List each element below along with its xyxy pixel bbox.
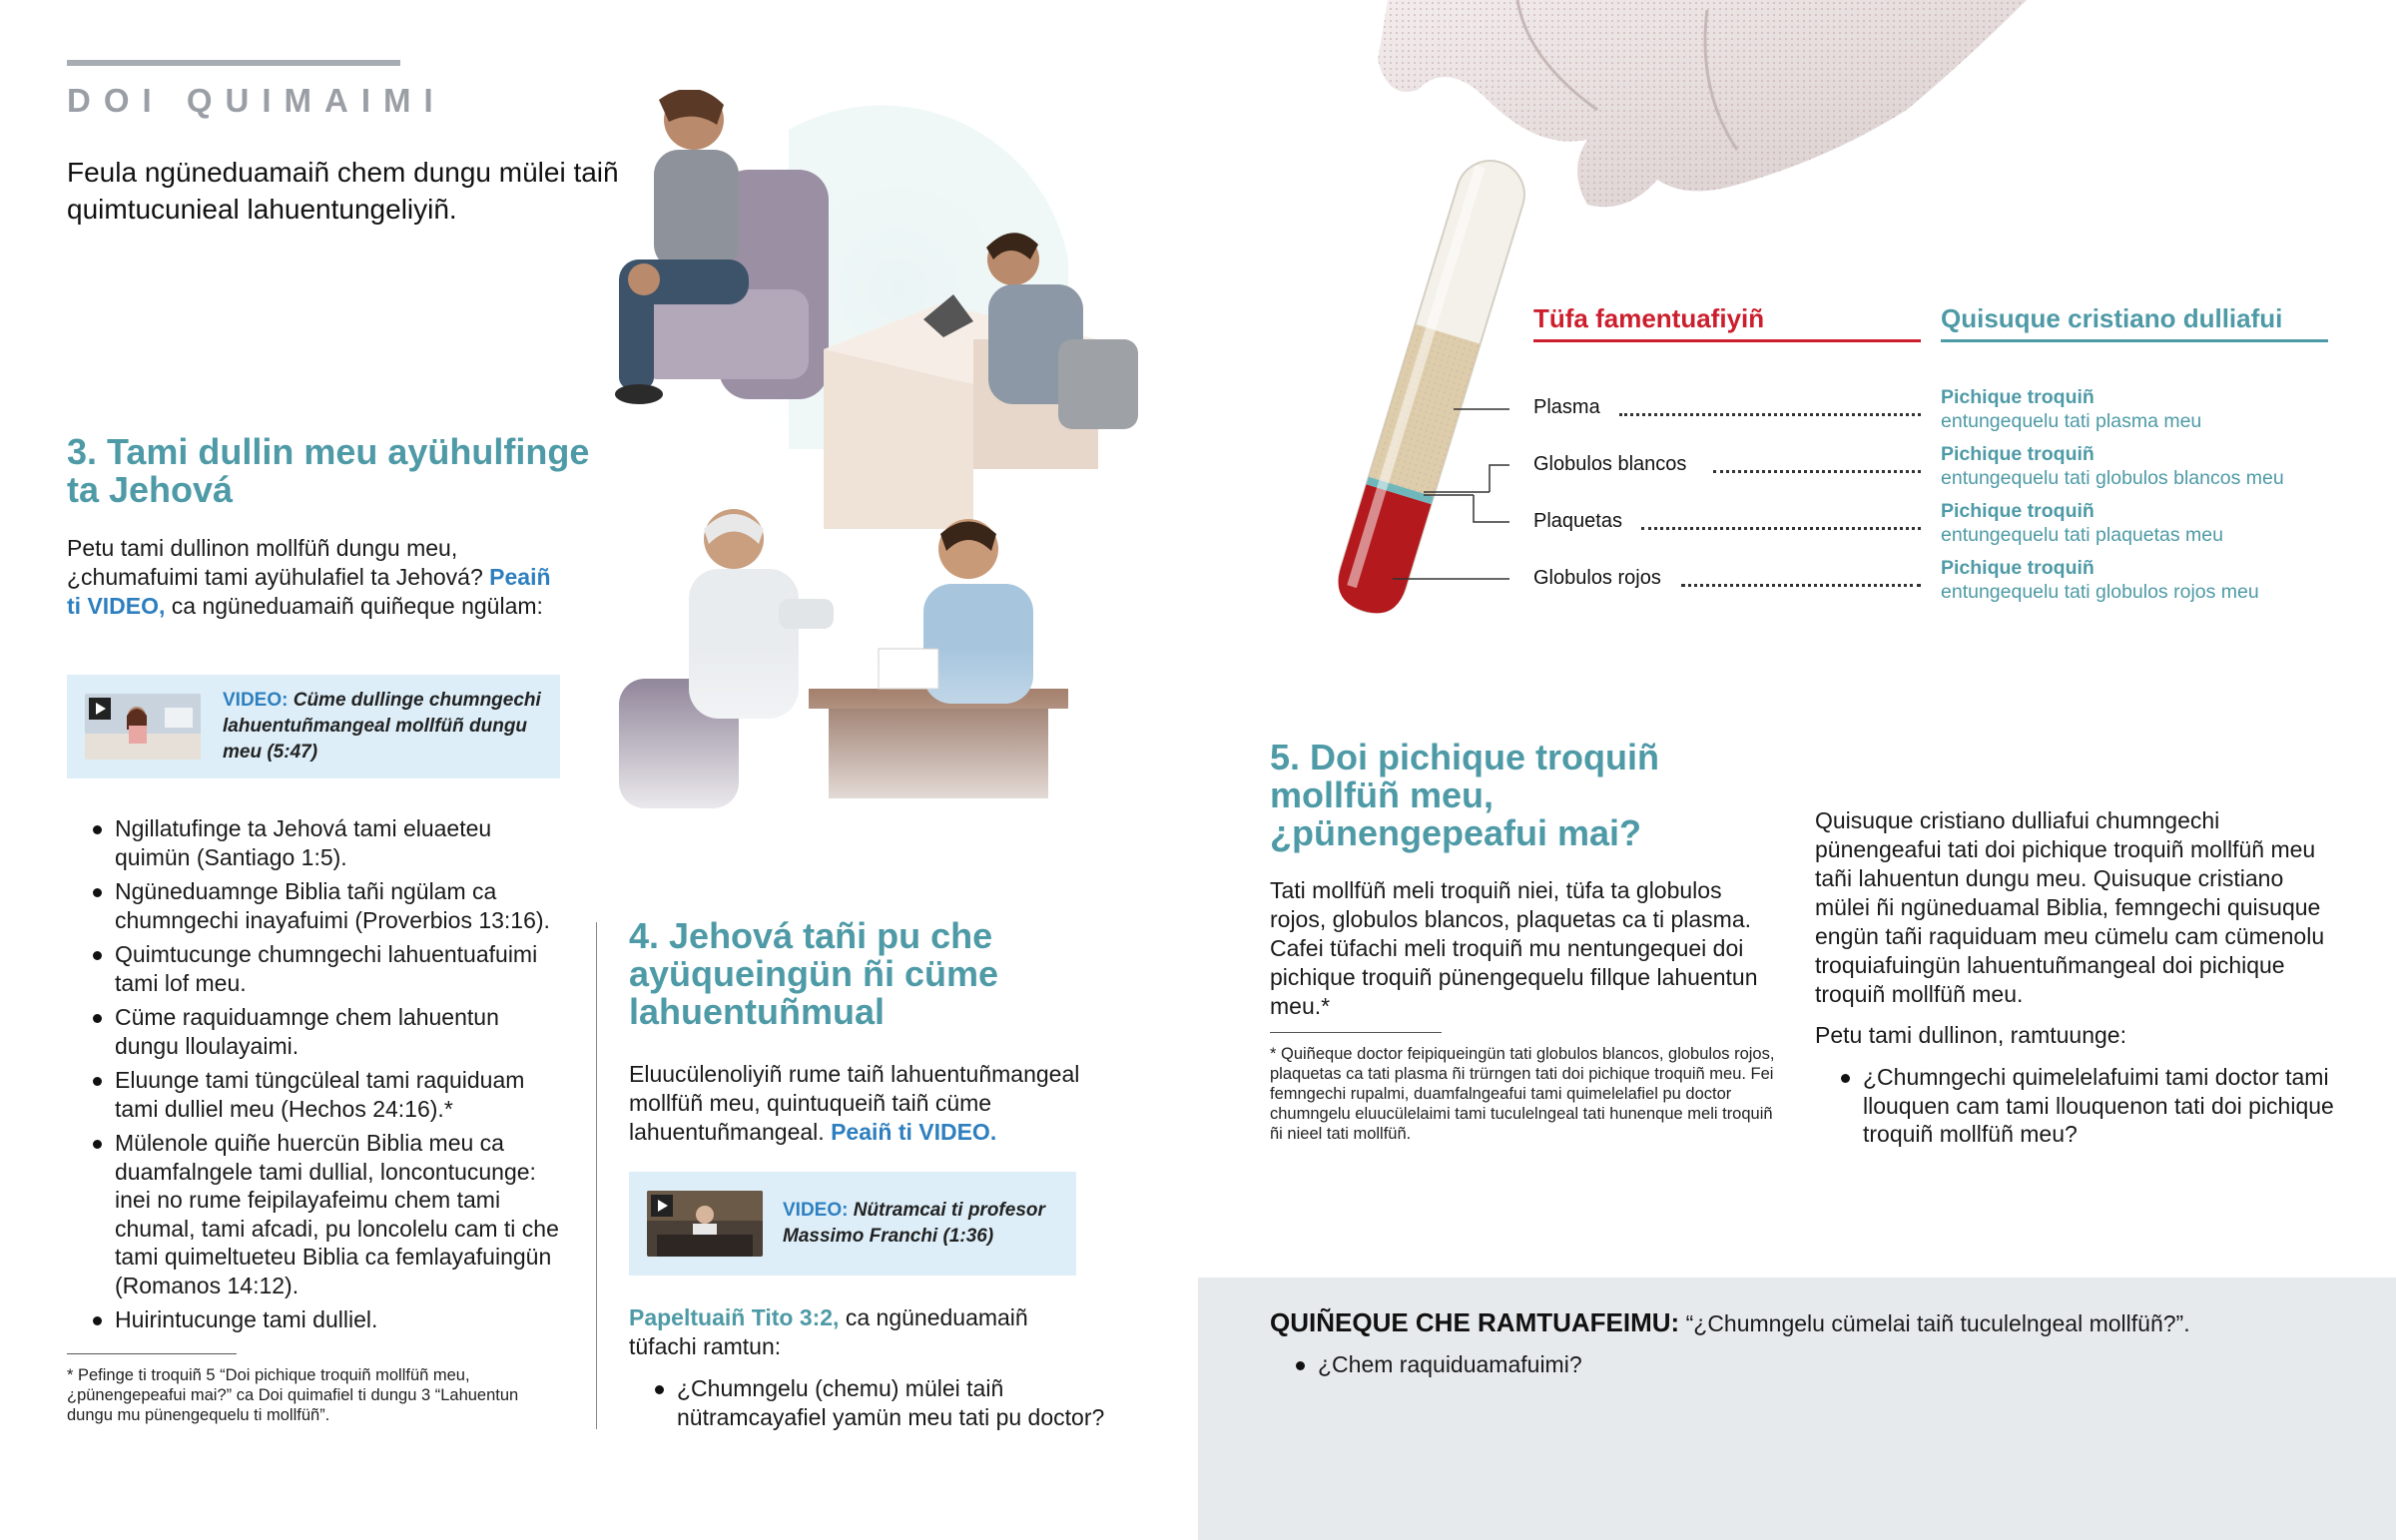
list-item: Mülenole quiñe huercün Biblia meu ca duamfalngele tami dullial, loncontucunge: inei no rume feipilayafeimu chem tami chumal, tami afcadi, pu loncolelu cam ti che tami quimeltueteu Biblia ca femlayafuingün (Romanos 14:12). — [67, 1129, 566, 1299]
video-caption-decision — [223, 688, 542, 766]
fraction-desc-red-cells — [1941, 556, 2259, 604]
fraction-subtitle: entungequelu tati globulos blancos meu — [1941, 467, 2284, 489]
footnote-rule — [67, 1353, 237, 1354]
page-kicker: DOI QUIMAIMI — [67, 82, 446, 119]
section-5-body: Tati mollfüñ meli troquiñ niei, tüfa ta globulos rojos, globulos blancos, plaquetas ca ti plasma. Cafei tüfachi meli troquiñ mu nentungequei doi pichique troquiñ pünengequelu fillque lahuentun meu.* — [1270, 877, 1758, 1019]
fraction-desc-plasma — [1941, 385, 2201, 433]
section-4-bullets — [629, 1374, 1118, 1437]
list-item: ¿Chumngelu (chemu) mülei taiñ nütramcayafiel yamün meu tati pu doctor? — [629, 1374, 1118, 1431]
diagram-header-right: Quisuque cristiano dulliafui — [1941, 303, 2283, 333]
fraction-desc-platelets — [1941, 499, 2223, 547]
decision-illustration — [599, 90, 1178, 838]
video-title: Nütramcai ti profesor Massimo Franchi (1:36) — [783, 1200, 1045, 1247]
fraction-label-red-cells: Globulos rojos — [1533, 567, 1661, 589]
section-5-bullets — [1815, 1063, 2334, 1155]
fraction-subtitle: entungequelu tati plaquetas meu — [1941, 524, 2223, 546]
list-item: Ngillatufinge ta Jehová tami eluaeteu quimün (Santiago 1:5). — [67, 814, 566, 871]
video-tag: VIDEO: — [223, 690, 289, 711]
list-item: ¿Chumngechi quimelelafuimi tami doctor tami llouquen cam tami llouquenon tati doi pichique troquiñ mollfüñ meu? — [1815, 1063, 2334, 1149]
leader-dots — [1641, 527, 1921, 530]
diagram-header-right-rule — [1941, 339, 2328, 342]
list-item: ¿Chem raquiduamafuimi? — [1270, 1350, 2069, 1379]
leader-dots — [1619, 413, 1921, 416]
fraction-title: Pichique troquiñ — [1941, 386, 2095, 408]
fraction-title: Pichique troquiñ — [1941, 443, 2095, 465]
fraction-subtitle: entungequelu tati plasma meu — [1941, 410, 2202, 432]
diagram-leader-lines — [1388, 389, 1547, 609]
section-3-body — [67, 534, 566, 621]
play-icon — [651, 1195, 673, 1217]
section-3-heading: 3. Tami dullin meu ayühulfinge ta Jehová — [67, 431, 590, 510]
video-card-franchi[interactable] — [629, 1172, 1076, 1276]
objection-line — [1270, 1307, 2348, 1338]
leader-dots — [1681, 584, 1921, 587]
section-3-footnote: * Pefinge ti troquiñ 5 “Doi pichique troquiñ mollfüñ meu, ¿pünengepeafui mai?” ca Doi quimafiel ti dungu 3 “Lahuentun dungu mu pünengequelu ti mollfüñ”. — [67, 1366, 519, 1424]
section-5-right-body: Quisuque cristiano dulliafui chumngechi pünengeafui tati doi pichique troquiñ mollfüñ meu tañi lahuentun dungu meu. Quisuque cristiano mülei ñi ngüneduamal Biblia, femngechi quisuque engün tañi raquiduam meu cümelu cam cümenolu troquiafuingün lahuentuñmangeal doi pichique troquiñ mollfüñ meu. — [1815, 807, 2325, 1007]
fraction-label-plasma: Plasma — [1533, 396, 1600, 418]
fraction-title: Pichique troquiñ — [1941, 500, 2095, 522]
fraction-desc-white-cells — [1941, 442, 2284, 490]
section-4-heading: 4. Jehová tañi pu che ayüqueingün ñi cüme lahuentuñmual — [629, 915, 999, 1032]
section-4-ref-text: ca ngüneduamaiñ tüfachi ramtun: — [629, 1304, 1028, 1359]
list-item: Quimtucunge chumngechi lahuentuafuimi tami lof meu. — [67, 940, 566, 997]
header-rule — [67, 60, 400, 66]
footnote-rule — [1270, 1032, 1442, 1033]
column-divider — [596, 922, 597, 1429]
video-caption-franchi — [783, 1198, 1058, 1250]
play-icon — [89, 698, 111, 720]
objection-bullets — [1270, 1350, 2069, 1385]
list-item: Ngüneduamnge Biblia tañi ngülam ca chumngechi inayafuimi (Proverbios 13:16). — [67, 877, 566, 934]
diagram-header-left: Tüfa famentuafiyiñ — [1533, 303, 1765, 333]
leader-dots — [1713, 470, 1921, 473]
section-5-ask: Petu tami dullinon, ramtuunge: — [1815, 1022, 2126, 1048]
intro-text: Feula ngüneduamaiñ chem dungu mülei taiñ quimtucunieal lahuentungeliyiñ. — [67, 157, 619, 225]
fraction-title: Pichique troquiñ — [1941, 557, 2095, 579]
section-4-body — [629, 1060, 1128, 1147]
section-4-video-link[interactable]: Peaiñ ti VIDEO. — [831, 1119, 997, 1145]
fraction-label-white-cells: Globulos blancos — [1533, 453, 1687, 475]
list-item: Eluunge tami tüngcüleal tami raquiduam tami dulliel meu (Hechos 24:16).* — [67, 1066, 566, 1123]
video-thumbnail[interactable] — [85, 694, 201, 760]
section-3-video-link[interactable]: Peaiñ ti VIDEO, — [67, 564, 551, 619]
diagram-header-left-rule — [1533, 339, 1921, 342]
fraction-label-platelets: Plaquetas — [1533, 510, 1622, 532]
objection-label: QUIÑEQUE CHE RAMTUAFEIMU: — [1270, 1307, 1680, 1337]
section-3-text-after: ca ngüneduamaiñ quiñeque ngülam: — [165, 593, 543, 619]
section-5-heading: 5. Doi pichique troquiñ mollfüñ meu, ¿pünengepeafui mai? — [1270, 737, 1659, 853]
list-item: Cüme raquiduamnge chem lahuentun dungu lloulayaimi. — [67, 1003, 566, 1060]
section-3-bullets — [67, 814, 566, 1340]
objection-question: “¿Chumngelu cümelai taiñ tuculelngeal mollfüñ?”. — [1679, 1310, 2190, 1336]
section-4-text: Eluucülenoliyiñ rume taiñ lahuentuñmangeal mollfüñ meu, quintuqueiñ taiñ cüme lahuentuñmangeal. — [629, 1061, 1080, 1145]
section-5-footnote: * Quiñeque doctor feipiqueingün tati globulos blancos, globulos rojos, plaquetas ca tati plasma ñi trürngen tati doi pichique troquiñ meu. Fei femngechi rupalmi, duamfalngeafui tami quimelelafiel pu doctor chumngelu eluucülelaimi tami tuculelngeal tati hunenque meli troquiñ ñi nieel tati mollfüñ. — [1270, 1045, 1775, 1143]
list-item: Huirintucunge tami dulliel. — [67, 1305, 566, 1334]
video-card-decision[interactable] — [67, 675, 560, 778]
fraction-subtitle: entungequelu tati globulos rojos meu — [1941, 581, 2259, 603]
video-title: Cüme dullinge chumngechi lahuentuñmangeal mollfüñ dungu meu (5:47) — [223, 690, 541, 763]
scripture-link-titus[interactable]: Papeltuaiñ Tito 3:2, — [629, 1304, 840, 1330]
section-3-text: Petu tami dullinon mollfüñ dungu meu, ¿chumafuimi tami ayühulafiel ta Jehová? — [67, 535, 483, 590]
section-4-reference — [629, 1303, 1098, 1361]
video-tag: VIDEO: — [783, 1200, 849, 1221]
video-thumbnail[interactable] — [647, 1191, 763, 1257]
